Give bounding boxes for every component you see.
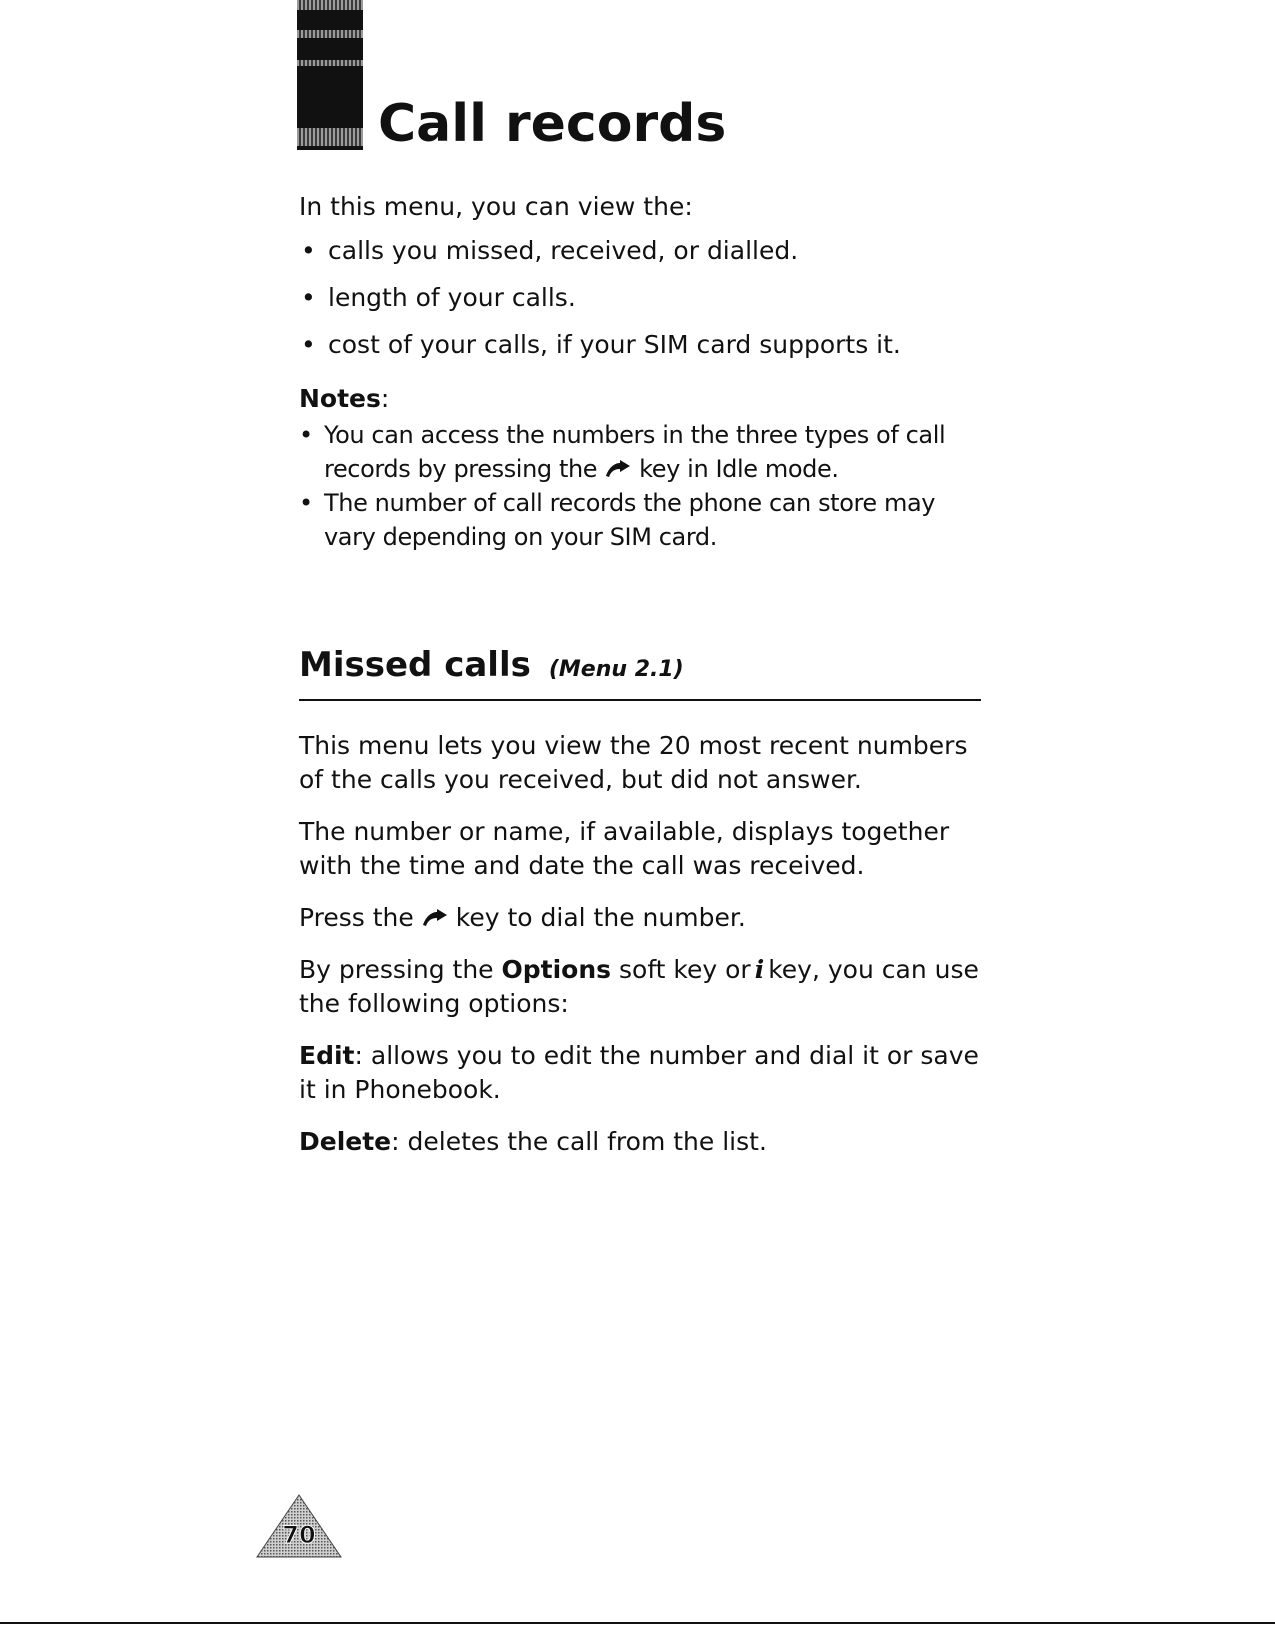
- bottom-rule: [0, 1622, 1275, 1624]
- paragraph: By pressing the Options soft key or i key, you can use the following options:: [299, 955, 979, 1018]
- page-content: [299, 190, 981, 1159]
- chapter-tab: [297, 0, 363, 150]
- notes-heading: Notes:: [299, 384, 390, 413]
- chapter-tab-texture: [297, 60, 363, 66]
- send-key-icon: [603, 459, 633, 479]
- paragraph: The number or name, if available, displays together with the time and date the call was received.: [299, 817, 950, 880]
- chapter-tab-texture: [297, 30, 363, 38]
- intro-lead: In this menu, you can view the:: [299, 192, 693, 221]
- notes-list: [299, 418, 981, 554]
- bullet-icon: •: [301, 330, 316, 359]
- delete-option-label: Delete: [299, 1127, 392, 1156]
- paragraph: Press the key to dial the number.: [299, 903, 746, 932]
- note-item: • You can access the numbers in the three types of call records by pressing the key in Idle mode.: [299, 418, 981, 486]
- info-key-icon: i: [754, 955, 765, 984]
- list-item: • calls you missed, received, or dialled.: [299, 234, 981, 268]
- intro-bullet-list: [299, 234, 981, 362]
- bullet-icon: •: [301, 283, 316, 312]
- paragraph: Delete: deletes the call from the list.: [299, 1127, 767, 1156]
- chapter-title: Call records: [378, 94, 727, 154]
- section-heading: [299, 642, 981, 701]
- paragraph: This menu lets you view the 20 most recent numbers of the calls you received, but did not answer.: [299, 731, 968, 794]
- page-number-badge: [255, 1493, 343, 1559]
- paragraph: Edit: allows you to edit the number and dial it or save it in Phonebook.: [299, 1041, 979, 1104]
- bullet-icon: •: [299, 489, 313, 517]
- send-key-icon: [420, 908, 450, 928]
- menu-reference: (Menu 2.1): [548, 657, 684, 682]
- options-soft-key-label: Options: [501, 955, 612, 984]
- bullet-icon: •: [299, 421, 313, 449]
- list-item: • cost of your calls, if your SIM card supports it.: [299, 328, 981, 362]
- chapter-tab-texture: [297, 128, 363, 146]
- note-item: • The number of call records the phone can store may vary depending on your SIM card.: [299, 486, 981, 554]
- bullet-icon: •: [301, 236, 316, 265]
- chapter-tab-texture: [297, 0, 363, 10]
- page-number: 70: [282, 1521, 316, 1549]
- edit-option-label: Edit: [299, 1041, 355, 1070]
- section-title: Missed calls: [299, 645, 531, 685]
- list-item: • length of your calls.: [299, 281, 981, 315]
